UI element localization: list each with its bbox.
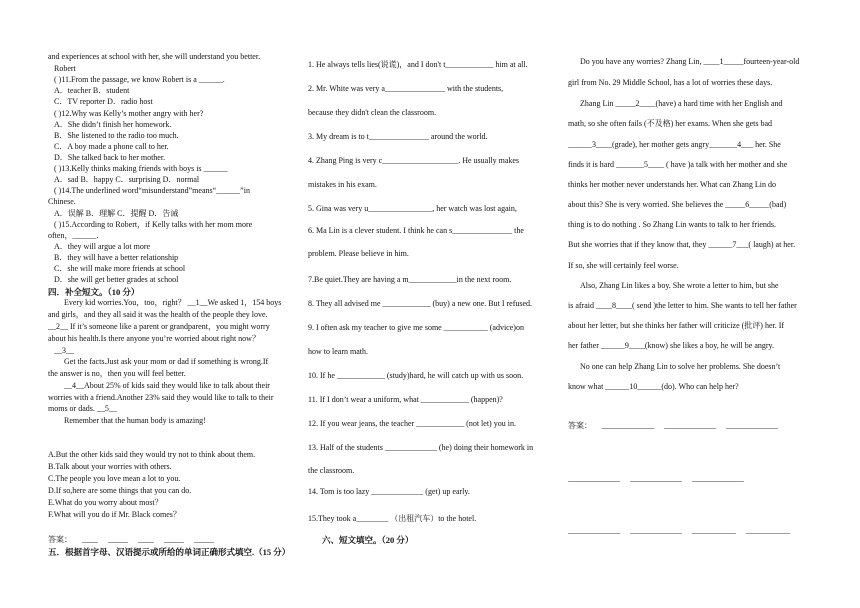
answer-blank[interactable]: _____ xyxy=(194,535,214,544)
option-line: A．误解 B．理解 C．提醒 D．告诫 xyxy=(54,209,179,218)
question-14: ( )14.The underlined word“misunderstand”means“______”in xyxy=(54,186,250,195)
option-c: C.The people you love mean a lot to you. xyxy=(48,474,181,483)
option-line: D．She talked back to her mother. xyxy=(54,153,166,162)
option-line: A．She didn’t finish her homework. xyxy=(54,120,172,129)
passage-line: math, so she often fails (不及格) her exams. When she gets bad xyxy=(568,119,773,128)
answer-blank[interactable]: ___________ xyxy=(746,526,790,535)
passage-line: thinks her mother never understands her. What can Zhang Lin do xyxy=(568,180,777,189)
text-line: often，______. xyxy=(48,231,99,240)
fill-item-9: 9. I often ask my teacher to give me some ___________ (advice)on xyxy=(308,323,524,332)
passage-line: __3__ xyxy=(54,346,74,355)
section-5-title: 五．根据首字母、汉语提示或所给的单词正确形式填空.（15 分） xyxy=(48,547,291,557)
fill-item-5: 5. Gina was very u________________, her watch was lost again, xyxy=(308,204,517,213)
passage-line: is afraid ____8____( send )the letter to him. She wants to tell her father xyxy=(568,301,797,310)
option-line: D．she will get better grades at school xyxy=(54,275,179,284)
fill-item-10: 10. If he ____________ (study)hard, he will catch up with us soon. xyxy=(308,371,524,380)
passage-line: But she worries that if they know that, they ______7___( laugh) at her. xyxy=(568,240,796,249)
passage-line: about her letter, but she thinks her father will criticize (批评) her. If xyxy=(568,321,785,330)
passage-line: know what ______10______(do). Who can help her? xyxy=(568,382,739,391)
text-line: mistakes in his exam. xyxy=(308,180,377,189)
question-13: ( )13.Kelly thinks making friends with boys is ______ xyxy=(54,164,228,173)
answer-row xyxy=(48,535,224,545)
answer-blank[interactable]: _____________ xyxy=(602,421,654,430)
section-6-title: 六、短文填空。（20 分） xyxy=(322,535,414,545)
passage-line: about this? She is very worried. She believes the _____6_____(bad) xyxy=(568,200,787,209)
passage-line: about his health.Is there anyone you’re worried about right now？ xyxy=(48,334,260,343)
answer-row xyxy=(568,421,788,431)
passage-line: her father ______9____(know) she likes a boy, he will be angry. xyxy=(568,341,775,350)
section-4-title: 四．补全短文。（10 分） xyxy=(48,287,140,297)
passage-line: and girls，and they all said it was the health of the people they love. xyxy=(48,310,268,319)
answer-label: 答案： xyxy=(568,421,592,430)
passage-line: ______3____(grade), her mother gets angry_______4___ her. She xyxy=(568,140,781,149)
passage-line: girl from No. 29 Middle School, has a lot of worries these days. xyxy=(568,78,773,87)
question-11: ( )11.From the passage, we know Robert is a ______. xyxy=(54,75,225,84)
answer-blank[interactable]: ____ xyxy=(82,535,98,544)
answer-label: 答案： xyxy=(48,535,72,544)
option-line: B．She listened to the radio too much. xyxy=(54,131,179,140)
fill-item-12: 12. If you wear jeans, the teacher ____________ (not let) you in. xyxy=(308,419,516,428)
option-line: A．teacher B．student xyxy=(54,86,130,95)
answer-blank[interactable]: ___________ xyxy=(692,526,736,535)
text-line: the classroom. xyxy=(308,466,355,475)
fill-item-2: 2. Mr. White was very a_______________ with the students, xyxy=(308,84,504,93)
fill-item-7: 7.Be quiet.They are having a m____________in the next room. xyxy=(308,275,512,284)
passage-line: finds it is hard _______5____ ( have )a talk with her mother and she xyxy=(568,160,788,169)
option-b: B.Talk about your worries with others. xyxy=(48,462,172,471)
passage-line: If so, she will certainly feel worse. xyxy=(568,261,679,270)
passage-line: Remember that the human body is amazing! xyxy=(64,416,206,425)
text-line: because they didn't clean the classroom. xyxy=(308,108,437,117)
passage-line: the answer is no，then you will feel better. xyxy=(48,369,186,378)
option-line: A．sad B．happy C．surprising D．normal xyxy=(54,175,200,184)
text-line: and experiences at school with her, she will understand you better. xyxy=(48,52,261,61)
answer-blank[interactable]: ____ xyxy=(138,535,154,544)
answer-blank[interactable]: _____________ xyxy=(726,421,778,430)
passage-line: Also, Zhang Lin likes a boy. She wrote a letter to him, but she xyxy=(580,281,779,290)
answer-blank[interactable]: _____________ xyxy=(630,474,682,483)
fill-item-15: 15.They took a________ （出租汽车）to the hotel. xyxy=(308,514,477,523)
answer-blank[interactable]: _____ xyxy=(108,535,128,544)
option-f: F.What will you do if Mr. Black comes？ xyxy=(48,510,181,519)
option-line: C．she will make more friends at school xyxy=(54,264,186,273)
text-line: problem. Please believe in him. xyxy=(308,249,409,258)
passage-line: thing is to do nothing . So Zhang Lin wants to talk to her friends. xyxy=(568,220,776,229)
passage-line: __2__ If it’s someone like a parent or grandparent，you might worry xyxy=(48,322,270,331)
fill-item-1: 1. He always tells lies(说谎)，and I don't t____________ him at all. xyxy=(308,60,528,69)
option-d: D.If so,here are some things that you can do. xyxy=(48,486,192,495)
answer-blank[interactable]: _____________ xyxy=(692,474,744,483)
answer-blank[interactable]: _____________ xyxy=(568,526,620,535)
option-e: E.What do you worry about most？ xyxy=(48,498,163,507)
option-line: C．TV reporter D．radio host xyxy=(54,97,153,106)
passage-line: Do you have any worries? Zhang Lin, ____1_____fourteen-year-old xyxy=(580,57,800,66)
text-line: how to learn math. xyxy=(308,347,368,356)
answer-row xyxy=(568,526,800,536)
answer-blank[interactable]: _____________ xyxy=(630,526,682,535)
passage-line: Every kid worries.You，too，right？ __1__We asked 1，154 boys xyxy=(64,298,282,307)
text-line: Chinese. xyxy=(48,197,76,206)
option-line: B．they will have a better relationship xyxy=(54,253,179,262)
option-line: C．A boy made a phone call to her. xyxy=(54,142,169,151)
fill-item-3: 3. My dream is to t_______________ around the world. xyxy=(308,132,488,141)
fill-item-13: 13. Half of the students _____________ (he) doing their homework in xyxy=(308,443,534,452)
option-a: A.But the other kids said they would try not to think about them. xyxy=(48,450,256,459)
text-line: Robert xyxy=(54,64,76,73)
question-15: ( )15.According to Robert，if Kelly talks with her mom more xyxy=(54,220,253,229)
option-line: A．they will argue a lot more xyxy=(54,242,151,251)
passage-line: __4__About 25% of kids said they would like to talk about their xyxy=(64,381,270,390)
fill-item-14: 14. Tom is too lazy _____________ (get) up early. xyxy=(308,487,470,496)
answer-blank[interactable]: _____ xyxy=(164,535,184,544)
fill-item-6: 6. Ma Lin is a clever student. I think he can s_______________ the xyxy=(308,226,524,235)
fill-item-4: 4. Zhang Ping is very c___________________. He usually makes xyxy=(308,156,520,165)
passage-line: No one can help Zhang Lin to solve her problems. She doesn’t xyxy=(580,362,781,371)
passage-line: worries with a friend.Another 23% said they would like to talk to their xyxy=(48,393,274,402)
passage-line: moms or dads. __5__ xyxy=(48,404,117,413)
fill-item-11: 11. If I don’t wear a uniform, what ____________ (happen)? xyxy=(308,395,503,404)
passage-line: Zhang Lin _____2____(have) a hard time with her English and xyxy=(580,99,783,108)
answer-blank[interactable]: _____________ xyxy=(568,474,620,483)
question-12: ( )12.Why was Kelly’s mother angry with her? xyxy=(54,109,204,118)
passage-line: Get the facts.Just ask your mom or dad if something is wrong.If xyxy=(64,357,269,366)
answer-blank[interactable]: _____________ xyxy=(664,421,716,430)
fill-item-8: 8. They all advised me ____________ (buy) a new one. But I refused. xyxy=(308,299,533,308)
answer-row xyxy=(568,474,754,484)
